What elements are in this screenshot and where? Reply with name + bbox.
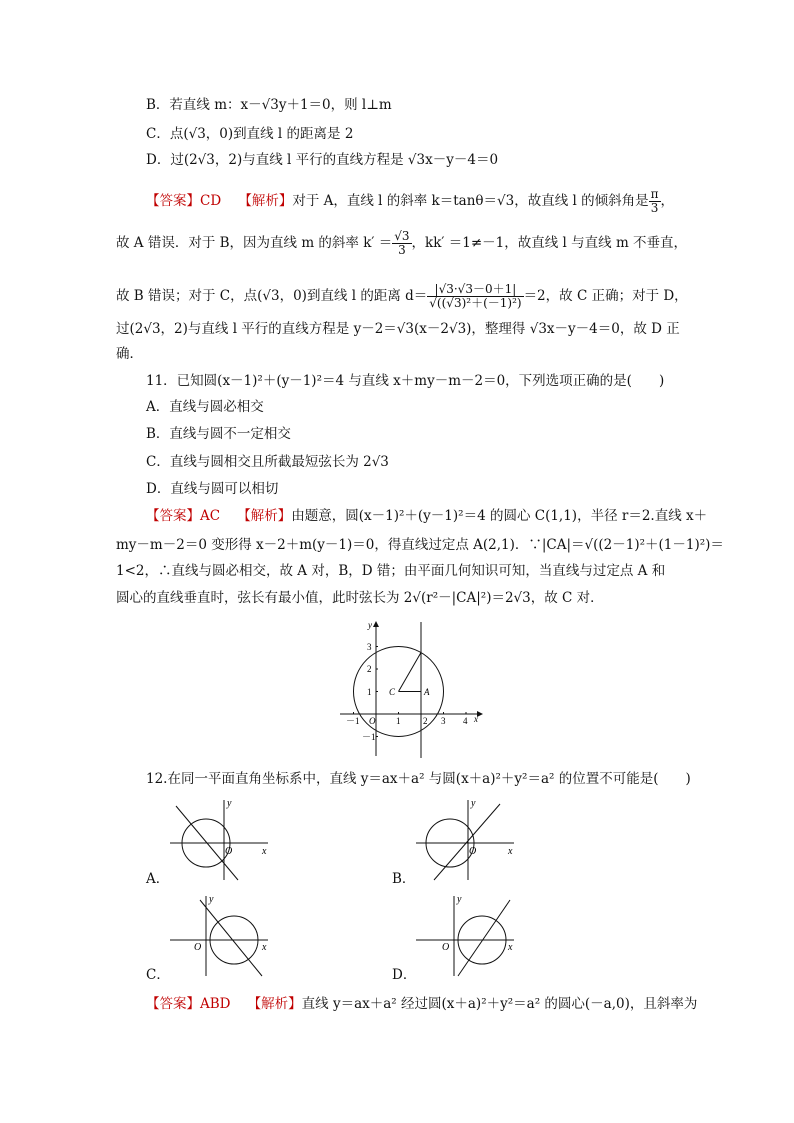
- q11-stem: 11．已知圆(x－1)²＋(y－1)²＝4 与直线 x＋my－m－2＝0，下列选项正确的是( ): [146, 373, 665, 389]
- q11-analysis-tag: 【解析】: [237, 508, 292, 524]
- q10-option-b: B．若直线 m：x－√3y＋1＝0，则 l⊥m: [146, 97, 392, 113]
- radius-segment: [399, 653, 422, 692]
- svg-text:x: x: [508, 846, 513, 857]
- q10-option-c: C．点(√3，0)到直线 l 的距离是 2: [146, 126, 354, 142]
- x-tick-neg1: －1: [346, 716, 360, 726]
- q11-explanation-line-1: 【答案】AC 【解析】由题意，圆(x－1)²＋(y－1)²＝4 的圆心 C(1,1)，半径 r＝2.直线 x＋: [146, 508, 708, 524]
- y-tick-1: 1: [367, 687, 372, 697]
- q10-explanation-line-1: 【答案】CD 【解析】对于 A，直线 l 的斜率 k＝tanθ＝√3，故直线 l 的倾斜角是 $\frac{\pi}{3}$ ，: [146, 187, 675, 215]
- x-tick-4: 4: [463, 716, 468, 726]
- q10-answer-tag: 【答案】CD: [146, 193, 222, 209]
- q12-figure-c: [166, 892, 276, 978]
- svg-text:x: x: [262, 942, 267, 953]
- q12-label-d: D．: [392, 967, 417, 983]
- q11-option-a: A．直线与圆必相交: [146, 399, 264, 415]
- q12-label-c: C．: [146, 967, 170, 983]
- q10-exp-3-fraction: $\frac{|√3\cdot√3-0+1|}{\text{√((√3)²＋(－1)²)}}$: [429, 282, 522, 310]
- q11-explanation-line-4: 圆心的直线垂直时，弦长有最小值，此时弦长为 2√(r²－|CA|²)＝2√3，故 C 对．: [116, 590, 604, 606]
- point-a-label: A: [424, 687, 430, 697]
- svg-text:O: O: [225, 846, 233, 857]
- q12-figure-a: [166, 796, 276, 882]
- q12-label-b: B．: [392, 871, 416, 887]
- q12-label-a: A．: [146, 871, 170, 887]
- x-tick-3: 3: [441, 716, 446, 726]
- x-tick-2: 2: [423, 716, 428, 726]
- q11-answer-tag: 【答案】AC: [146, 508, 221, 524]
- q10-explanation-line-4: 过(2√3，2)与直线 l 平行的直线方程是 y－2＝√3(x－2√3)，整理得 √3x－y－4＝0，故 D 正: [116, 321, 680, 337]
- q12-stem: 12.在同一平面直角坐标系中，直线 y＝ax＋a² 与圆(x＋a)²＋y²＝a² 的位置不可能是( ): [146, 771, 691, 787]
- q11-option-c: C．直线与圆相交且所截最短弦长为 2√3: [146, 454, 389, 470]
- svg-text:O: O: [194, 942, 202, 953]
- svg-text:y: y: [209, 894, 214, 905]
- svg-text:O: O: [442, 942, 450, 953]
- point-c-label: C: [389, 687, 396, 697]
- q11-option-b: B．直线与圆不一定相交: [146, 426, 291, 442]
- q11-explanation-line-2: my－m－2＝0 变形得 x－2＋m(y－1)＝0，得直线过定点 A(2,1)．∵|CA|＝√((2－1)²＋(1－1)²)＝: [116, 537, 724, 553]
- y-tick-neg1: －1: [362, 732, 376, 742]
- q10-explanation-line-2: 故 A 错误．对于 B，因为直线 m 的斜率 k′ ＝ $\frac{√3}{3}$ ，kk′ ＝1≠－1，故直线 l 与直线 m 不垂直，: [116, 229, 688, 257]
- q12-explanation-line-1: 【答案】ABD 【解析】直线 y＝ax＋a² 经过圆(x＋a)²＋y²＝a² 的圆心(－a,0)，且斜率为: [146, 996, 698, 1012]
- svg-text:y: y: [457, 894, 462, 905]
- q12-answer-tag: 【答案】ABD: [146, 996, 231, 1012]
- y-axis-label: y: [368, 620, 372, 630]
- svg-text:x: x: [508, 942, 513, 953]
- svg-text:y: y: [471, 798, 476, 809]
- q10-explanation-line-5: 确．: [116, 346, 143, 362]
- svg-text:x: x: [262, 846, 267, 857]
- q11-explanation-line-3: 1<2，∴直线与圆必相交，故 A 对，B，D 错；由平面几何知识可知，当直线与过定点 A 和: [116, 563, 666, 579]
- x-axis-label: x: [474, 714, 478, 724]
- y-tick-2: 2: [367, 664, 372, 674]
- q10-exp-2-fraction: $\frac{√3}{3}$: [394, 229, 410, 257]
- svg-text:O: O: [469, 846, 477, 857]
- q10-explanation-line-3: 故 B 错误；对于 C，点(√3，0)到直线 l 的距离 d＝ $\frac{|√3\cdot√3-0+1|}{\text{√((√3)²＋(－1)²)}}$ ＝2，故 C 正确；对于 D，: [116, 282, 688, 310]
- q11-option-d: D．直线与圆可以相切: [146, 481, 279, 497]
- q12-figure-d: [412, 892, 522, 978]
- q10-analysis-tag: 【解析】: [238, 193, 293, 209]
- q11-circle-figure: [336, 616, 496, 760]
- origin-label: O: [369, 716, 376, 726]
- svg-text:y: y: [227, 798, 232, 809]
- q10-exp-1-fraction: $\frac{\pi}{3}$: [650, 187, 659, 215]
- q10-exp-1: 对于 A，直线 l 的斜率 k＝tanθ＝√3，故直线 l 的倾斜角是: [292, 193, 649, 209]
- q12-figure-b: [412, 796, 522, 882]
- q12-analysis-tag: 【解析】: [247, 996, 302, 1012]
- q10-option-d: D．过(2√3，2)与直线 l 平行的直线方程是 √3x－y－4＝0: [146, 152, 499, 168]
- x-tick-1: 1: [396, 716, 401, 726]
- y-tick-3: 3: [367, 642, 372, 652]
